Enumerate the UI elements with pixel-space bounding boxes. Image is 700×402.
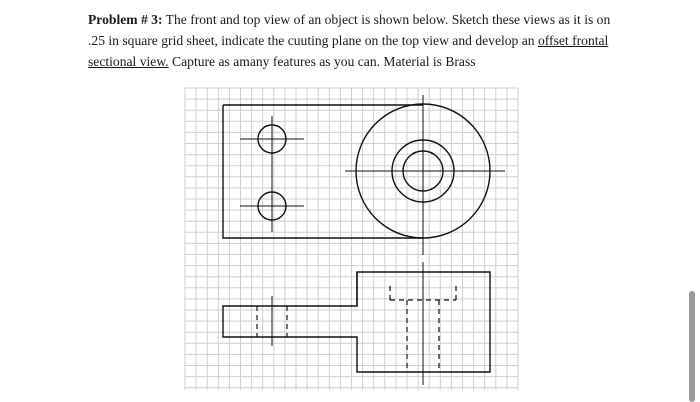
scrollbar-thumb[interactable] xyxy=(689,291,695,402)
problem-outro: Capture as amany features as you can. Material is Brass xyxy=(168,54,476,69)
grid-sheet xyxy=(185,88,518,390)
offset-frontal-section-term: offset frontal sectional view. xyxy=(88,33,609,69)
problem-label: Problem # 3: xyxy=(88,12,163,27)
problem-intro: The front and top view of an object is shown below. Sketch these views as it is on .25 in square grid sheet, indicate the cuuting plane on the top view and develop an xyxy=(88,12,611,48)
